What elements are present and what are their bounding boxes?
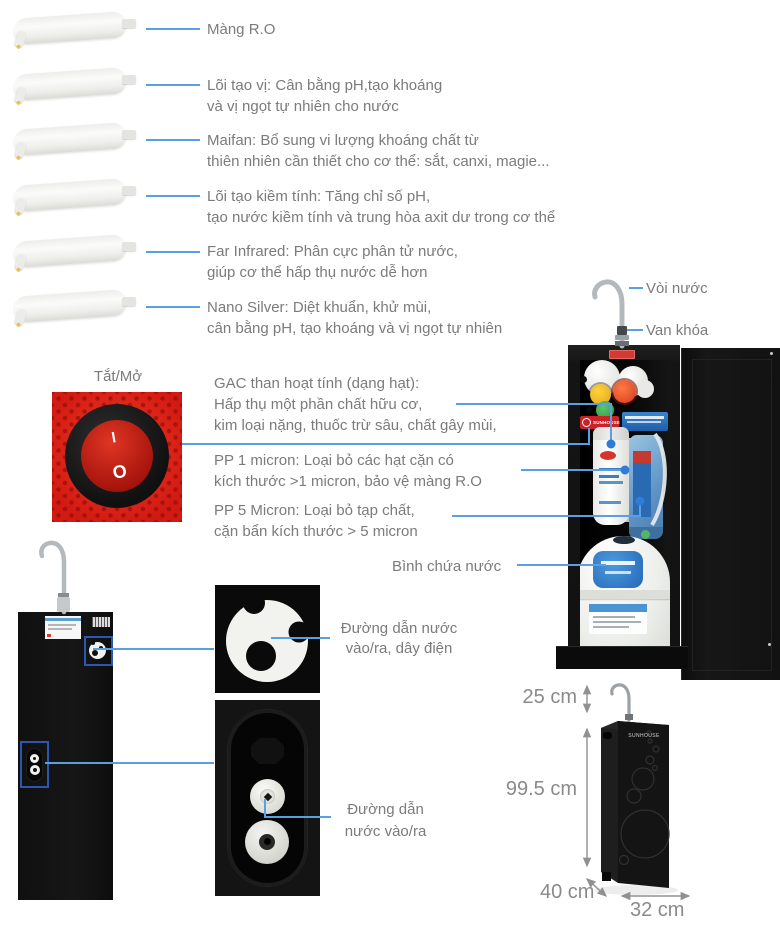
label-gac [214,373,497,436]
label-line: Nano Silver: Diệt khuẩn, khử mùi, [207,299,432,316]
label-line: PP 5 Micron: Loại bỏ tạp chất, [214,502,415,519]
brand-text: SUNHOUSE [593,420,621,425]
label-bottom-port [328,799,443,843]
label-line: nước vào/ra [344,823,427,840]
label-line: vào/ra, dây điện [345,640,453,657]
dimension-depth: 40 cm [540,881,595,903]
label-line: thiên nhiên cần thiết cho cơ thể: sắt, canxi, magie... [207,153,550,170]
label-line: Hấp thụ một phần chất hữu cơ, [214,396,423,413]
label-line: Bình chứa nước [392,558,502,575]
pp5-callout-dot [636,497,645,506]
label-pp1 [214,450,482,492]
label-maifan [207,130,550,172]
label-far-infrared [207,241,458,283]
label-line: Màng R.O [207,21,276,38]
switch-label [63,366,173,387]
label-line: Đường dẫn [347,801,424,818]
label-line: giúp cơ thể hấp thụ nước dễ hơn [207,264,428,281]
dimension-faucet-height: 25 cm [522,686,577,708]
label-line: Lõi tạo kiềm tính: Tăng chỉ số pH, [207,188,431,205]
label-nano-silver [207,297,502,339]
label-line: Đường dẫn nước [340,620,458,637]
dimension-width: 32 cm [630,899,685,921]
label-line: Van khóa [646,322,709,339]
switch-off-symbol: O [111,460,129,483]
filter-callout-lines [146,29,200,307]
label-line: PP 1 micron: Loại bỏ các hạt cặn có [214,452,454,469]
dimension-cabinet-drawing [594,685,678,895]
label-ro-membrane [207,19,275,40]
label-taste-core [207,75,442,117]
tank-tube [652,434,665,525]
dimension-body-height: 99.5 cm [505,778,577,800]
label-faucet [646,278,708,299]
bottom-inset-label-line [265,799,331,817]
label-tank [392,556,501,577]
switch-on-symbol: I [110,429,118,447]
label-valve [646,320,708,341]
pp5-callout-line [452,505,640,516]
label-line: Maifan: Bổ sung vi lượng khoáng chất từ [207,132,479,149]
pp1-callout-dot [621,466,630,475]
label-top-port [333,619,465,659]
gac-callout-dot [607,440,616,449]
label-line: GAC than hoạt tính (dạng hạt): [214,375,420,392]
brand-text-front: SUNHOUSE [628,733,660,739]
back-panel-faucet [41,543,70,612]
label-line: Far Infrared: Phân cực phân tử nước, [207,243,458,260]
cabinet-faucet [595,282,629,346]
label-line: kích thước >1 micron, bảo vệ màng R.O [214,473,482,490]
label-line: tạo nước kiềm tính và trung hòa axit dư trong cơ thể [207,209,556,226]
label-line: cặn bẩn kích thước > 5 micron [214,523,418,540]
label-alkaline-core [207,186,555,228]
label-line: kim loại nặng, thuốc trừ sâu, chất gây mùi, [214,417,497,434]
label-line: Tắt/Mở [93,368,143,385]
label-pp5 [214,500,418,542]
label-line: Vòi nước [646,280,708,297]
label-line: và vị ngọt tự nhiên cho nước [207,98,399,115]
label-line: Lõi tạo vị: Cân bằng pH,tạo khoáng [207,77,443,94]
label-line: cân bằng pH, tạo khoáng và vị ngọt tự nhiên [207,320,503,337]
